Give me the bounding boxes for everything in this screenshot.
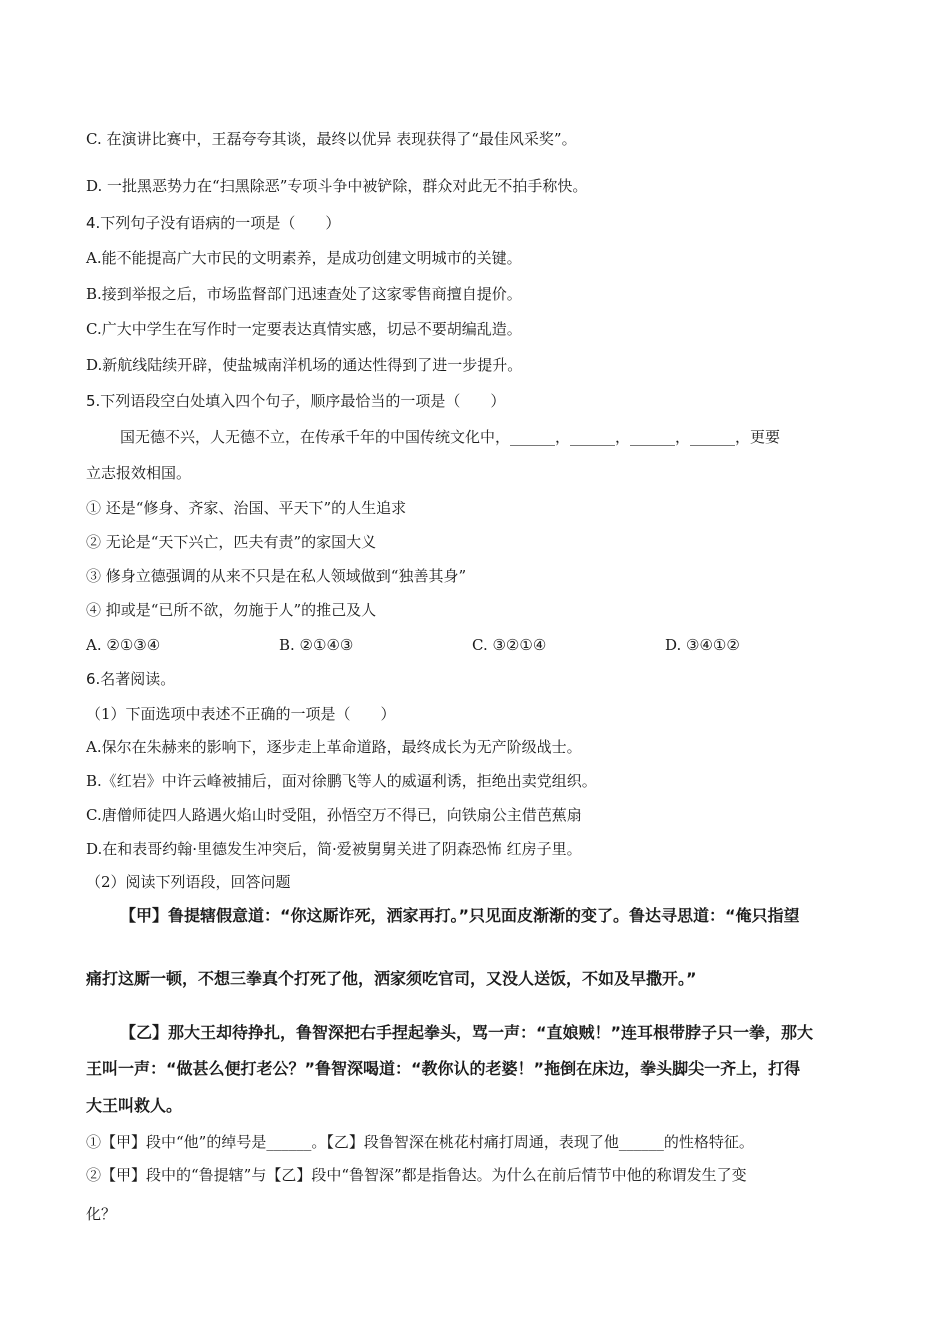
q4-option-c-text: 广大中学生在写作时一定要表达真情实感，切忌不要胡编乱造。 xyxy=(101,320,522,338)
q6-option-c: C.唐僧师徒四人路遇火焰山时受阻，孙悟空万不得已，向铁扇公主借芭蕉扇 xyxy=(86,806,582,824)
q5-option-a: A. ②①③④ xyxy=(86,636,161,654)
passage-yi-line-3: 大王叫救人。 xyxy=(86,1096,183,1115)
q6-question-1: ①【甲】段中“他”的绰号是______。【乙】段鲁智深在桃花村痛打周通，表现了他______的性格特征。 xyxy=(86,1133,754,1151)
q6-sub2-stem: （2）阅读下列语段，回答问题 xyxy=(86,873,291,891)
q6-option-b: B.《红岩》中许云峰被捕后，面对徐鹏飞等人的威逼利诱，拒绝出卖党组织。 xyxy=(86,772,597,790)
passage-jia-line-2: 痛打这厮一顿，不想三拳真个打死了他，洒家须吃官司，又没人送饭，不如及早撒开。” xyxy=(86,969,697,988)
q6-question-2-line-2: 化？ xyxy=(86,1205,117,1223)
q5-option-c: C. ③②①④ xyxy=(472,636,547,654)
q5-passage-line-1: 国无德不兴，人无德不立，在传承千年的中国传统文化中，______，______，______，______，更要 xyxy=(120,428,781,446)
q6-option-a: A.保尔在朱赫来的影响下，逐步走上革命道路，最终成长为无产阶级战士。 xyxy=(86,738,582,756)
q5-option-d: D. ③④①② xyxy=(665,636,740,654)
q4-option-d-text: 新航线陆续开辟，使盐城南洋机场的通达性得到了进一步提升。 xyxy=(102,356,523,374)
q4-option-c xyxy=(86,318,858,340)
q5-sentence-3: ③ 修身立德强调的从来不只是在私人领域做到“独善其身” xyxy=(86,567,467,585)
q5-options xyxy=(86,634,858,656)
q4-option-b-text: 接到举报之后，市场监督部门迅速查处了这家零售商擅自提价。 xyxy=(101,285,522,303)
q4-option-b xyxy=(86,283,858,305)
q4-option-d-label: D. xyxy=(86,356,103,374)
q3-option-d: D. 一批黑恶势力在“扫黑除恶”专项斗争中被铲除，群众对此无不拍手称快。 xyxy=(86,177,588,195)
q6-sub1-stem: （1）下面选项中表述不正确的一项是（ ） xyxy=(86,705,396,723)
q4-option-c-label: C. xyxy=(86,320,102,338)
q6-question-2-line-1: ②【甲】段中的“鲁提辖”与【乙】段中“鲁智深”都是指鲁达。为什么在前后情节中他的称谓发生了变 xyxy=(86,1166,747,1184)
q4-option-a-label: A. xyxy=(86,249,102,267)
q5-stem: 5.下列语段空白处填入四个句子，顺序最恰当的一项是（ ） xyxy=(86,392,506,410)
passage-yi-line-2: 王叫一声：“做甚么便打老公？”鲁智深喝道：“教你认的老婆！”拖倒在床边，拳头脚尖一齐上，打得 xyxy=(86,1059,801,1078)
q5-sentence-2: ② 无论是“天下兴亡，匹夫有责”的家国大义 xyxy=(86,533,377,551)
q4-option-d xyxy=(86,354,858,376)
q3-option-c: C. 在演讲比赛中，王磊夸夸其谈，最终以优异 表现获得了“最佳风采奖”。 xyxy=(86,130,577,148)
q4-option-a xyxy=(86,247,858,269)
passage-yi-line-1: 【乙】那大王却待挣扎，鲁智深把右手捏起拳头，骂一声：“直娘贼！”连耳根带脖子只一拳，那大 xyxy=(120,1023,814,1042)
q5-sentence-4: ④ 抑或是“已所不欲，勿施于人”的推己及人 xyxy=(86,601,377,619)
q4-option-b-label: B. xyxy=(86,285,102,303)
q4-option-a-text: 能不能提高广大市民的文明素养，是成功创建文明城市的关键。 xyxy=(101,249,522,267)
q4-stem: 4.下列句子没有语病的一项是（ ） xyxy=(86,214,341,232)
q6-stem: 6.名著阅读。 xyxy=(86,670,176,688)
q6-option-d: D.在和表哥约翰·里德发生冲突后，简·爱被舅舅关进了阴森恐怖 红房子里。 xyxy=(86,840,582,858)
passage-jia-line-1: 【甲】鲁提辖假意道：“你这厮诈死，洒家再打。”只见面皮渐渐的变了。鲁达寻思道：“俺只指望 xyxy=(120,906,800,925)
q5-option-b: B. ②①④③ xyxy=(279,636,354,654)
q5-sentence-1: ① 还是“修身、齐家、治国、平天下”的人生追求 xyxy=(86,499,407,517)
q5-passage-line-2: 立志报效相国。 xyxy=(86,464,192,482)
